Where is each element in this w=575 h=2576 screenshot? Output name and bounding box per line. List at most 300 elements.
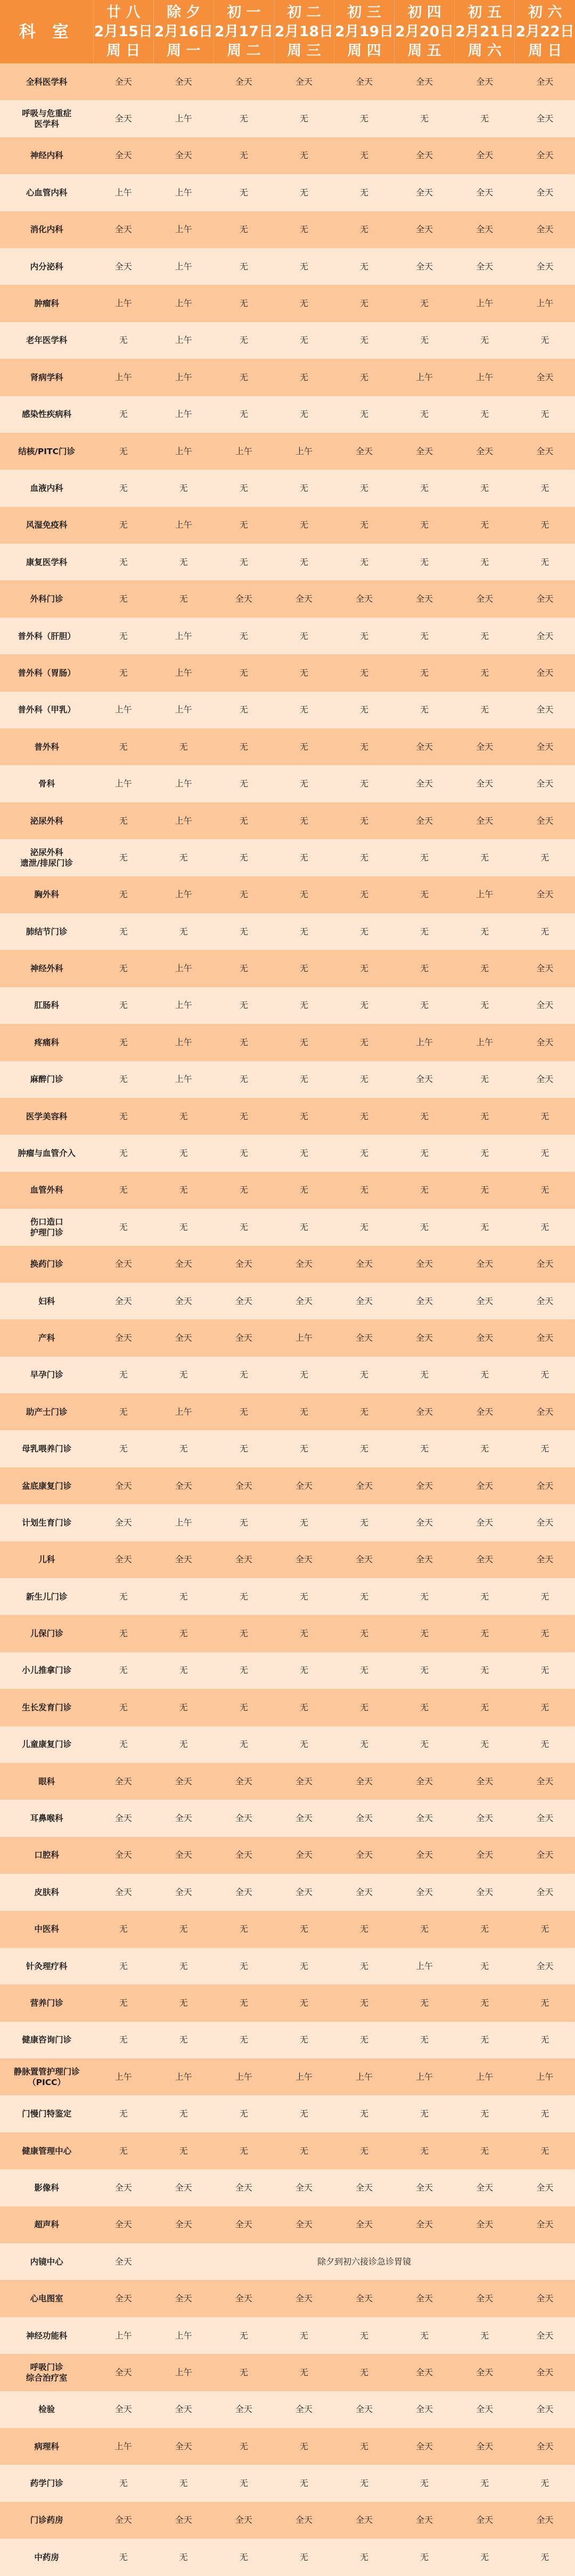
schedule-cell: 全天 <box>395 1874 455 1910</box>
schedule-cell: 上午 <box>213 433 274 470</box>
schedule-cell: 无 <box>274 1726 334 1763</box>
day-date: 2月16日 <box>154 23 213 40</box>
schedule-cell: 无 <box>213 654 274 691</box>
table-row <box>0 174 575 211</box>
schedule-cell: 无 <box>455 1652 515 1689</box>
schedule-cell: 无 <box>274 839 334 876</box>
schedule-cell: 上午 <box>153 802 213 839</box>
day-column-header <box>515 0 575 63</box>
schedule-cell: 全天 <box>93 2354 153 2391</box>
schedule-cell: 无 <box>153 1984 213 2021</box>
schedule-cell: 上午 <box>395 359 455 396</box>
dept-name: 影像科 <box>0 2169 93 2206</box>
day-weekday: 周 日 <box>106 42 141 59</box>
schedule-cell: 无 <box>213 765 274 802</box>
schedule-cell: 全天 <box>93 1541 153 1578</box>
schedule-cell: 无 <box>334 1948 395 1984</box>
schedule-cell: 无 <box>153 1578 213 1615</box>
schedule-cell: 无 <box>334 1984 395 2021</box>
schedule-cell: 全天 <box>455 248 515 285</box>
schedule-cell: 全天 <box>395 2502 455 2539</box>
schedule-cell: 无 <box>455 1911 515 1948</box>
schedule-cell: 无 <box>455 913 515 950</box>
schedule-cell: 上午 <box>274 1319 334 1356</box>
schedule-cell: 上午 <box>153 1393 213 1430</box>
schedule-cell: 全天 <box>395 2391 455 2428</box>
schedule-cell: 无 <box>334 322 395 359</box>
schedule-cell: 无 <box>274 618 334 654</box>
schedule-cell: 全天 <box>395 1283 455 1319</box>
day-date: 2月21日 <box>455 23 514 40</box>
schedule-cell: 全天 <box>455 2169 515 2206</box>
schedule-cell: 无 <box>274 1393 334 1430</box>
schedule-cell: 无 <box>93 2132 153 2169</box>
schedule-cell: 无 <box>213 1984 274 2021</box>
schedule-cell: 无 <box>455 1061 515 1098</box>
schedule-cell: 全天 <box>274 1763 334 1800</box>
schedule-cell: 全天 <box>93 2502 153 2539</box>
day-weekday: 周 一 <box>167 42 201 59</box>
schedule-cell: 上午 <box>455 876 515 913</box>
schedule-cell: 无 <box>274 2465 334 2501</box>
schedule-cell: 无 <box>274 765 334 802</box>
schedule-cell: 无 <box>213 1652 274 1689</box>
schedule-cell: 全天 <box>455 137 515 174</box>
schedule-cell: 无 <box>274 1357 334 1393</box>
schedule-cell: 无 <box>515 2132 575 2169</box>
dept-name: 助产士门诊 <box>0 1393 93 1430</box>
dept-name: 呼吸门诊 综合治疗室 <box>0 2354 93 2391</box>
schedule-cell: 全天 <box>93 1837 153 1874</box>
schedule-cell: 无 <box>153 1172 213 1209</box>
schedule-cell: 无 <box>274 322 334 359</box>
table-row <box>0 618 575 654</box>
schedule-cell: 上午 <box>93 765 153 802</box>
schedule-cell: 全天 <box>93 2391 153 2428</box>
schedule-cell: 无 <box>395 987 455 1024</box>
schedule-cell: 无 <box>455 654 515 691</box>
schedule-cell: 全天 <box>334 580 395 617</box>
table-row <box>0 1689 575 1726</box>
schedule-cell: 全天 <box>213 580 274 617</box>
dept-name: 耳鼻喉科 <box>0 1800 93 1836</box>
day-weekday: 周 二 <box>227 42 261 59</box>
schedule-cell: 全天 <box>334 433 395 470</box>
schedule-cell: 全天 <box>515 1283 575 1319</box>
schedule-cell: 无 <box>93 1726 153 1763</box>
schedule-cell: 无 <box>213 396 274 433</box>
schedule-cell: 全天 <box>93 1467 153 1504</box>
dept-name: 心电图室 <box>0 2280 93 2317</box>
schedule-cell: 全天 <box>274 63 334 100</box>
schedule-cell: 无 <box>93 1209 153 1245</box>
schedule-cell: 全天 <box>455 1246 515 1283</box>
schedule-cell: 无 <box>515 1984 575 2021</box>
schedule-cell: 无 <box>213 1061 274 1098</box>
day-lunar: 廿 八 <box>106 4 141 21</box>
table-row <box>0 2169 575 2206</box>
table-row <box>0 2058 575 2095</box>
schedule-cell: 无 <box>93 2465 153 2501</box>
dept-name: 静脉置管护理门诊 （PICC） <box>0 2058 93 2095</box>
schedule-cell: 无 <box>153 2465 213 2501</box>
schedule-cell: 无 <box>153 544 213 580</box>
schedule-cell: 无 <box>274 1172 334 1209</box>
dept-name: 中药房 <box>0 2539 93 2575</box>
schedule-cell: 无 <box>455 396 515 433</box>
schedule-cell: 无 <box>153 913 213 950</box>
schedule-cell: 全天 <box>395 1246 455 1283</box>
schedule-cell: 全天 <box>515 1541 575 1578</box>
table-row <box>0 1209 575 1245</box>
schedule-cell: 上午 <box>153 1504 213 1541</box>
schedule-cell: 无 <box>334 470 395 506</box>
table-row <box>0 322 575 359</box>
dept-name: 神经内科 <box>0 137 93 174</box>
day-lunar: 初 三 <box>347 4 381 21</box>
schedule-cell: 无 <box>515 544 575 580</box>
schedule-cell: 无 <box>274 2095 334 2132</box>
table-row <box>0 470 575 506</box>
schedule-cell: 无 <box>334 100 395 137</box>
schedule-cell: 无 <box>455 839 515 876</box>
schedule-cell: 无 <box>274 396 334 433</box>
schedule-cell: 无 <box>334 1172 395 1209</box>
schedule-cell: 无 <box>395 1430 455 1467</box>
schedule-cell: 上午 <box>153 765 213 802</box>
table-row <box>0 2022 575 2058</box>
schedule-cell: 无 <box>515 470 575 506</box>
schedule-cell: 无 <box>455 2465 515 2501</box>
schedule-cell: 无 <box>455 692 515 728</box>
schedule-cell: 无 <box>153 2022 213 2058</box>
schedule-cell: 无 <box>455 1984 515 2021</box>
table-row <box>0 1430 575 1467</box>
schedule-cell: 全天 <box>274 1283 334 1319</box>
schedule-cell: 全天 <box>515 1393 575 1430</box>
table-row <box>0 1024 575 1061</box>
schedule-cell: 全天 <box>334 1800 395 1836</box>
schedule-cell: 无 <box>395 913 455 950</box>
schedule-cell: 全天 <box>455 2354 515 2391</box>
schedule-cell: 无 <box>515 1209 575 1245</box>
schedule-cell: 上午 <box>93 2428 153 2465</box>
dept-name: 老年医学科 <box>0 322 93 359</box>
day-weekday: 周 五 <box>407 42 441 59</box>
dept-name: 儿科 <box>0 1541 93 1578</box>
dept-name: 结核/PITC门诊 <box>0 433 93 470</box>
schedule-cell: 上午 <box>93 359 153 396</box>
schedule-cell: 上午 <box>153 396 213 433</box>
schedule-cell: 全天 <box>395 580 455 617</box>
schedule-cell: 全天 <box>455 1874 515 1910</box>
schedule-cell: 无 <box>93 839 153 876</box>
schedule-cell: 全天 <box>395 802 455 839</box>
schedule-cell: 全天 <box>153 1319 213 1356</box>
schedule-cell: 全天 <box>455 1393 515 1430</box>
schedule-cell: 无 <box>334 913 395 950</box>
schedule-cell: 无 <box>213 1172 274 1209</box>
schedule-cell: 无 <box>93 1024 153 1061</box>
schedule-cell: 无 <box>334 618 395 654</box>
schedule-cell: 无 <box>93 1948 153 1984</box>
schedule-cell: 无 <box>274 507 334 544</box>
schedule-cell: 无 <box>455 618 515 654</box>
schedule-cell: 上午 <box>395 1948 455 1984</box>
schedule-cell: 全天 <box>334 2391 395 2428</box>
dept-name: 心血管内科 <box>0 174 93 211</box>
schedule-cell: 无 <box>455 1948 515 1984</box>
schedule-cell: 无 <box>213 2022 274 2058</box>
schedule-cell: 上午 <box>153 2317 213 2354</box>
schedule-cell: 全天 <box>213 1541 274 1578</box>
schedule-cell: 全天 <box>455 2280 515 2317</box>
day-date: 2月18日 <box>274 23 334 40</box>
day-column-header <box>334 0 395 63</box>
schedule-cell: 全天 <box>515 1763 575 1800</box>
schedule-cell: 全天 <box>93 1800 153 1836</box>
schedule-cell: 无 <box>93 913 153 950</box>
schedule-cell: 无 <box>153 839 213 876</box>
schedule-cell: 无 <box>213 137 274 174</box>
schedule-cell: 上午 <box>515 2058 575 2095</box>
dept-name: 泌尿外科 遗泄/排尿门诊 <box>0 839 93 876</box>
schedule-cell: 全天 <box>213 1467 274 1504</box>
schedule-cell: 无 <box>334 1615 395 1652</box>
schedule-cell: 全天 <box>93 2206 153 2243</box>
schedule-cell: 无 <box>153 2095 213 2132</box>
schedule-cell: 全天 <box>93 63 153 100</box>
day-lunar: 初 六 <box>528 4 562 21</box>
schedule-cell: 全天 <box>515 359 575 396</box>
schedule-cell: 无 <box>334 1024 395 1061</box>
table-row <box>0 2502 575 2539</box>
day-lunar: 初 一 <box>227 4 261 21</box>
schedule-cell: 全天 <box>213 2206 274 2243</box>
schedule-cell: 无 <box>93 1098 153 1135</box>
schedule-cell: 无 <box>455 1209 515 1245</box>
schedule-cell: 上午 <box>153 100 213 137</box>
schedule-cell: 全天 <box>395 1061 455 1098</box>
schedule-cell: 上午 <box>153 1024 213 1061</box>
dept-name: 肺结节门诊 <box>0 913 93 950</box>
schedule-cell: 无 <box>515 396 575 433</box>
dept-name: 肿瘤科 <box>0 285 93 322</box>
schedule-cell: 无 <box>93 544 153 580</box>
day-column-header <box>395 0 455 63</box>
schedule-cell: 无 <box>395 285 455 322</box>
table-row <box>0 1726 575 1763</box>
schedule-cell: 全天 <box>334 1319 395 1356</box>
schedule-cell: 全天 <box>515 618 575 654</box>
schedule-cell: 全天 <box>395 765 455 802</box>
schedule-cell: 全天 <box>515 1504 575 1541</box>
schedule-cell: 全天 <box>455 1467 515 1504</box>
schedule-cell: 全天 <box>515 2280 575 2317</box>
schedule-cell: 全天 <box>334 1246 395 1283</box>
schedule-cell: 无 <box>153 1948 213 1984</box>
schedule-cell: 无 <box>93 1984 153 2021</box>
schedule-cell: 无 <box>455 2317 515 2354</box>
schedule-cell: 上午 <box>153 285 213 322</box>
schedule-cell: 无 <box>213 1948 274 1984</box>
dept-name: 营养门诊 <box>0 1984 93 2021</box>
dept-name: 肿瘤与血管介入 <box>0 1135 93 1171</box>
dept-name: 眼科 <box>0 1763 93 1800</box>
schedule-cell: 无 <box>153 1689 213 1726</box>
schedule-cell: 无 <box>93 1357 153 1393</box>
dept-name: 新生儿门诊 <box>0 1578 93 1615</box>
table-row <box>0 285 575 322</box>
schedule-cell: 无 <box>334 2022 395 2058</box>
table-row <box>0 1135 575 1171</box>
schedule-cell: 无 <box>455 1578 515 1615</box>
schedule-cell: 无 <box>455 507 515 544</box>
day-column-header <box>274 0 334 63</box>
schedule-cell: 全天 <box>395 1837 455 1874</box>
dept-name: 计划生育门诊 <box>0 1504 93 1541</box>
schedule-cell: 全天 <box>153 1283 213 1319</box>
schedule-cell: 全天 <box>455 1283 515 1319</box>
schedule-cell: 无 <box>153 728 213 765</box>
schedule-cell: 无 <box>395 1984 455 2021</box>
schedule-cell: 无 <box>334 1726 395 1763</box>
schedule-cell: 无 <box>395 618 455 654</box>
schedule-cell: 无 <box>274 211 334 248</box>
schedule-cell: 无 <box>153 2132 213 2169</box>
schedule-cell: 无 <box>153 1209 213 1245</box>
schedule-cell: 无 <box>153 1357 213 1393</box>
schedule-cell: 无 <box>515 913 575 950</box>
dept-name: 中医科 <box>0 1911 93 1948</box>
schedule-cell: 无 <box>213 913 274 950</box>
schedule-cell: 无 <box>334 1578 395 1615</box>
schedule-cell: 无 <box>395 692 455 728</box>
schedule-cell: 无 <box>274 987 334 1024</box>
day-weekday: 周 六 <box>467 42 502 59</box>
schedule-cell: 全天 <box>274 1541 334 1578</box>
schedule-cell: 全天 <box>395 1319 455 1356</box>
table-row <box>0 1246 575 1283</box>
schedule-cell: 无 <box>274 2132 334 2169</box>
schedule-cell: 无 <box>153 1135 213 1171</box>
schedule-cell: 无 <box>274 1689 334 1726</box>
schedule-cell: 上午 <box>93 174 153 211</box>
schedule-cell: 无 <box>274 544 334 580</box>
schedule-cell: 无 <box>274 913 334 950</box>
schedule-cell: 无 <box>274 1652 334 1689</box>
table-row <box>0 248 575 285</box>
dept-name: 风湿免疫科 <box>0 507 93 544</box>
schedule-cell: 全天 <box>153 1246 213 1283</box>
schedule-cell: 无 <box>455 1098 515 1135</box>
schedule-cell: 全天 <box>153 1800 213 1836</box>
schedule-cell: 无 <box>93 728 153 765</box>
schedule-cell: 上午 <box>153 654 213 691</box>
table-row <box>0 987 575 1024</box>
dept-name: 肾病学科 <box>0 359 93 396</box>
schedule-cell: 全天 <box>515 1800 575 1836</box>
dept-name: 生长发育门诊 <box>0 1689 93 1726</box>
schedule-cell: 无 <box>213 174 274 211</box>
schedule-cell: 全天 <box>213 2280 274 2317</box>
schedule-cell: 无 <box>153 1098 213 1135</box>
schedule-cell: 全天 <box>213 1874 274 1910</box>
schedule-cell: 无 <box>213 211 274 248</box>
schedule-cell: 无 <box>153 1430 213 1467</box>
day-date: 2月22日 <box>515 23 574 40</box>
schedule-cell: 无 <box>455 470 515 506</box>
dept-name: 健康咨询门诊 <box>0 2022 93 2058</box>
schedule-cell: 无 <box>455 1172 515 1209</box>
schedule-cell: 全天 <box>153 63 213 100</box>
schedule-cell: 无 <box>515 322 575 359</box>
schedule-cell: 全天 <box>213 2169 274 2206</box>
table-row <box>0 876 575 913</box>
schedule-cell: 无 <box>334 2428 395 2465</box>
schedule-cell: 全天 <box>93 2169 153 2206</box>
table-row <box>0 1319 575 1356</box>
schedule-cell: 全天 <box>93 2243 153 2280</box>
schedule-cell: 全天 <box>274 1874 334 1910</box>
dept-name: 小儿推拿门诊 <box>0 1652 93 1689</box>
schedule-cell: 无 <box>213 544 274 580</box>
schedule-cell: 全天 <box>455 1541 515 1578</box>
table-row <box>0 1984 575 2021</box>
schedule-cell: 无 <box>274 1948 334 1984</box>
schedule-cell: 无 <box>213 1357 274 1393</box>
table-row <box>0 1837 575 1874</box>
schedule-cell: 无 <box>274 876 334 913</box>
table-row <box>0 137 575 174</box>
schedule-cell: 全天 <box>455 2428 515 2465</box>
schedule-cell: 全天 <box>515 174 575 211</box>
dept-name: 早孕门诊 <box>0 1357 93 1393</box>
schedule-cell: 全天 <box>334 1467 395 1504</box>
day-column-header <box>455 0 515 63</box>
schedule-cell: 无 <box>213 802 274 839</box>
schedule-cell: 无 <box>93 1135 153 1171</box>
table-row <box>0 100 575 137</box>
schedule-cell: 无 <box>213 1430 274 1467</box>
schedule-cell: 全天 <box>515 2169 575 2206</box>
dept-name: 皮肤科 <box>0 1874 93 1910</box>
table-row <box>0 765 575 802</box>
schedule-cell: 全天 <box>515 692 575 728</box>
dept-name: 产科 <box>0 1319 93 1356</box>
schedule-cell: 全天 <box>334 2280 395 2317</box>
schedule-cell: 全天 <box>93 2280 153 2317</box>
schedule-cell: 全天 <box>515 1948 575 1984</box>
dept-name: 口腔科 <box>0 1837 93 1874</box>
dept-name: 内分泌科 <box>0 248 93 285</box>
schedule-cell: 无 <box>213 728 274 765</box>
schedule-note: 除夕到初六接诊急诊胃镜 <box>153 2243 575 2280</box>
schedule-cell: 无 <box>274 2317 334 2354</box>
schedule-cell: 全天 <box>213 63 274 100</box>
schedule-cell: 全天 <box>153 2169 213 2206</box>
schedule-cell: 无 <box>274 1430 334 1467</box>
schedule-cell: 全天 <box>153 2206 213 2243</box>
schedule-cell: 全天 <box>395 1541 455 1578</box>
schedule-cell: 全天 <box>213 1246 274 1283</box>
schedule-cell: 无 <box>515 1135 575 1171</box>
table-row <box>0 359 575 396</box>
schedule-cell: 无 <box>274 248 334 285</box>
table-row <box>0 1615 575 1652</box>
schedule-cell: 无 <box>395 544 455 580</box>
schedule-cell: 无 <box>213 322 274 359</box>
